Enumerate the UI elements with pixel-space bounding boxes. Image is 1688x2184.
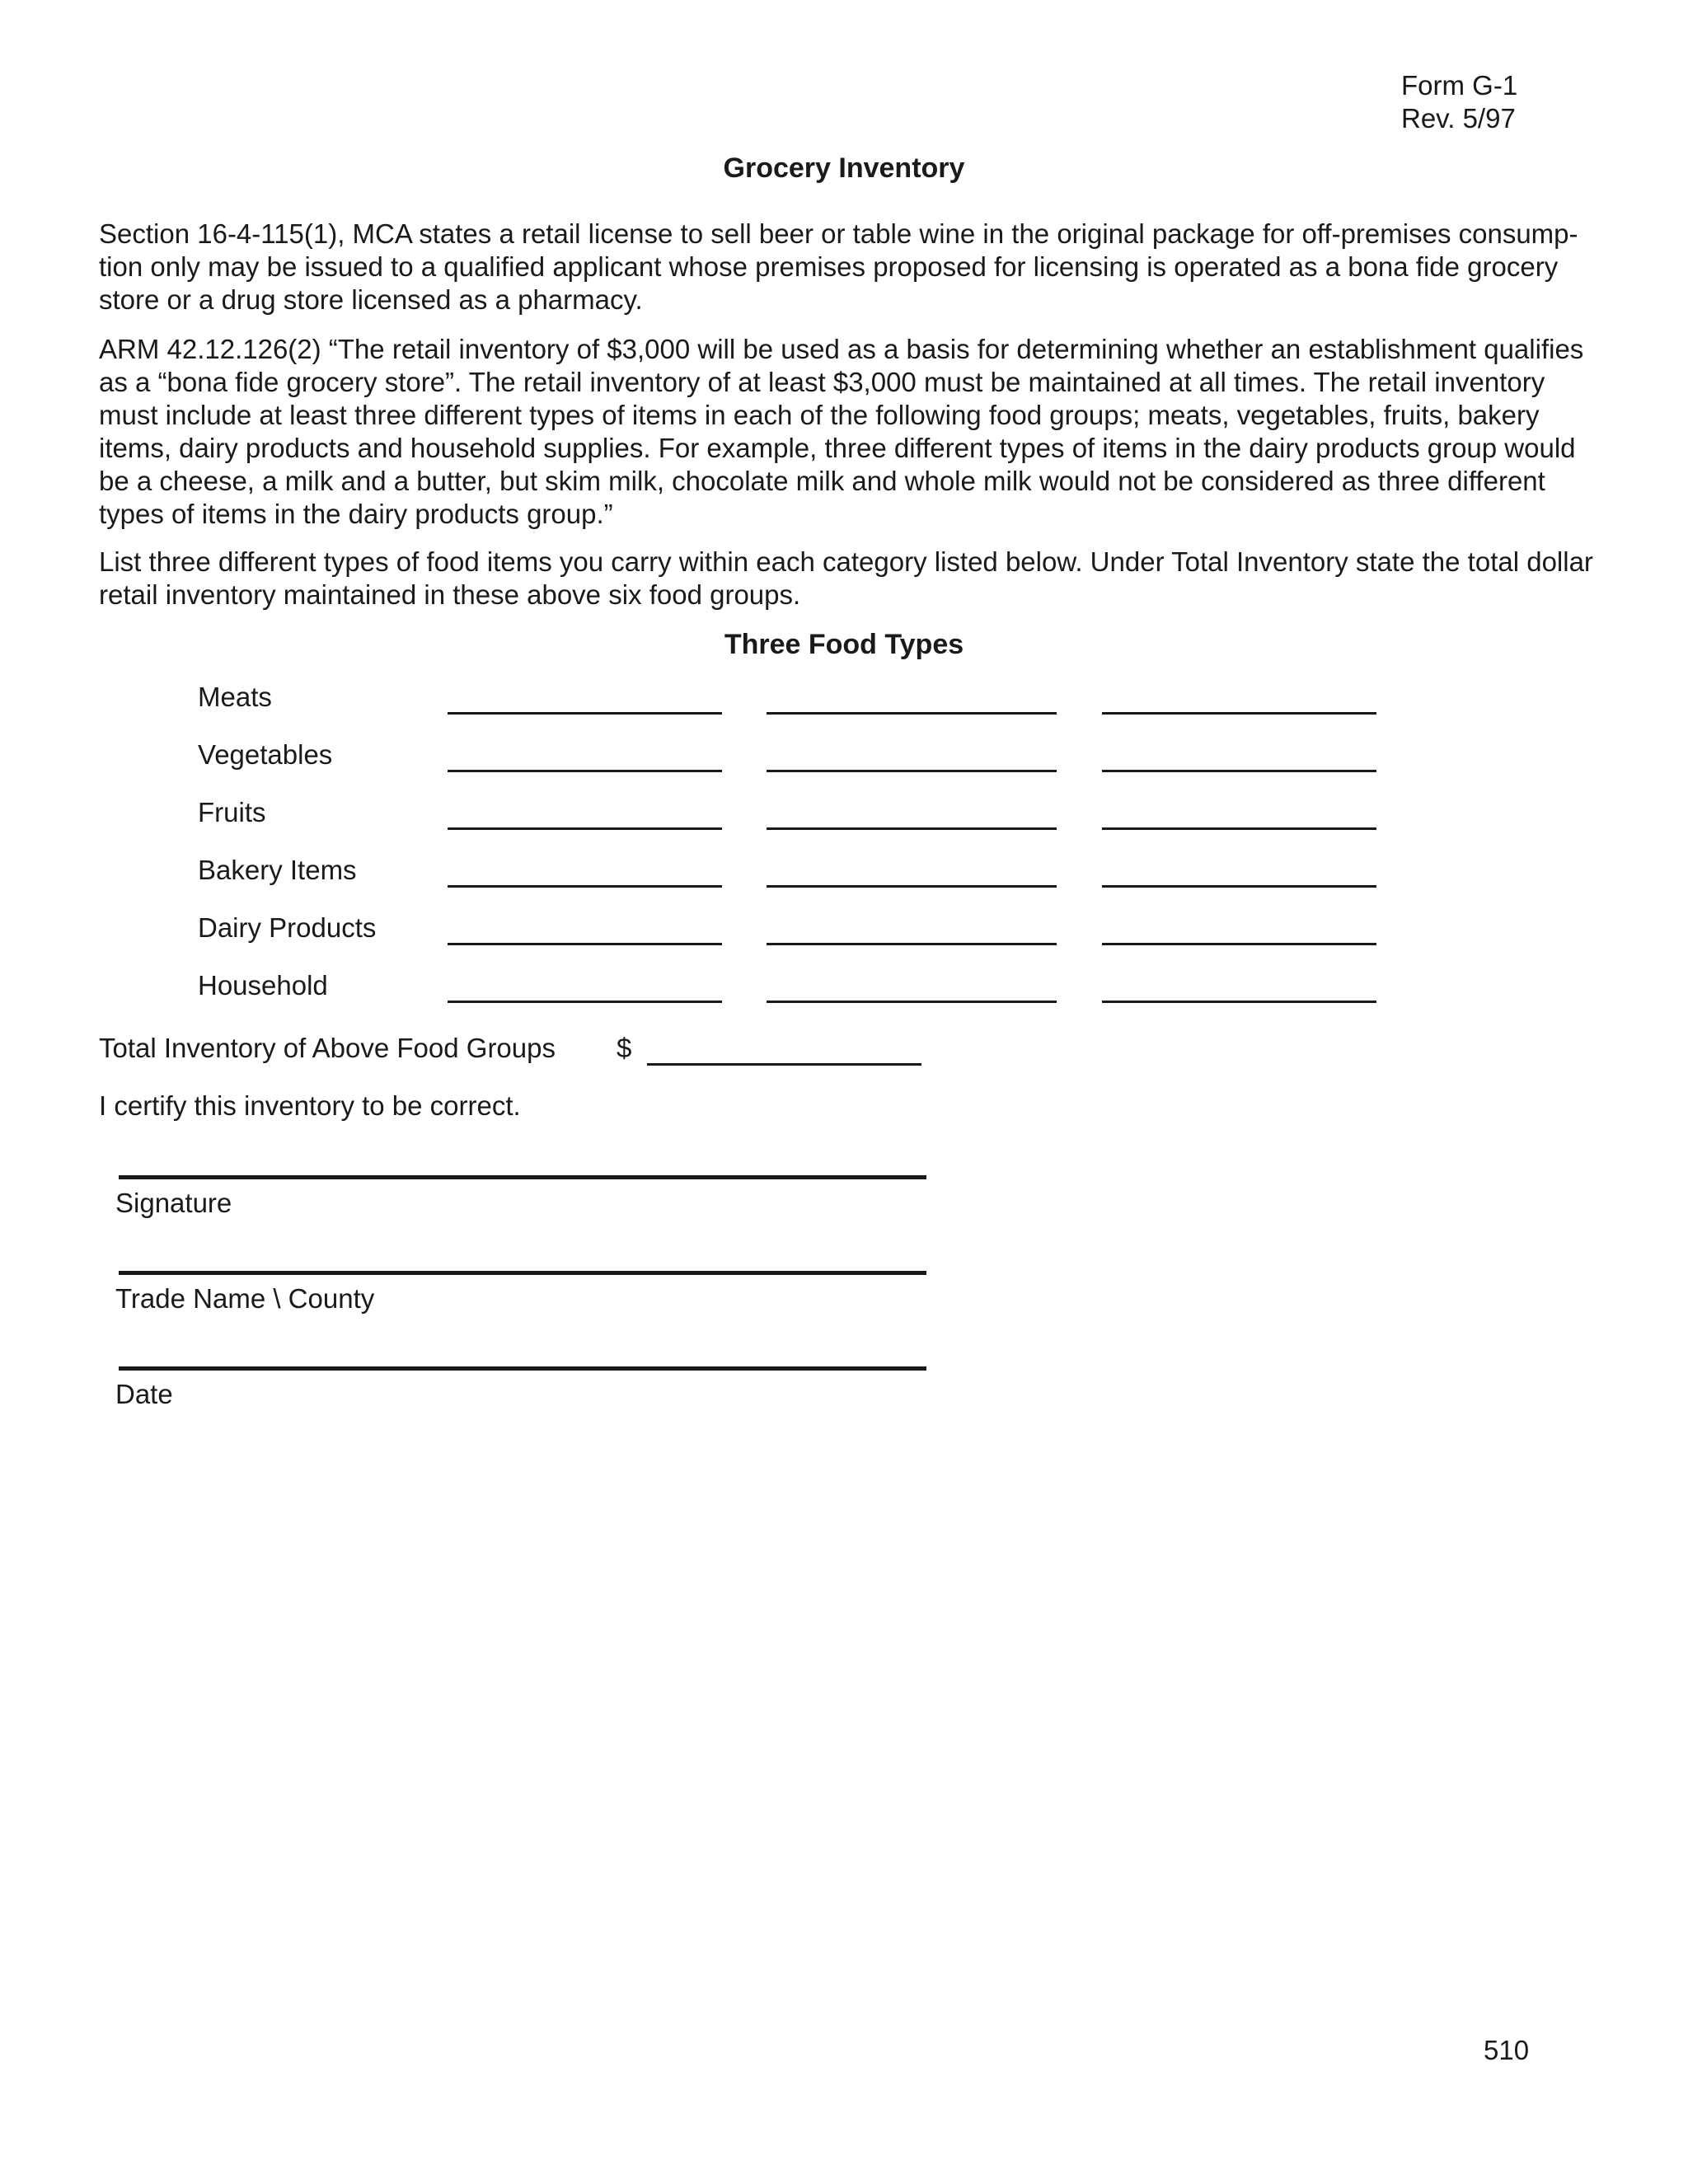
page-title: Grocery Inventory: [723, 152, 965, 184]
meats-item-1-field[interactable]: [448, 712, 722, 715]
vegetables-item-1-field[interactable]: [448, 770, 722, 772]
food-types-heading: Three Food Types: [724, 629, 964, 660]
dairy-item-3-field[interactable]: [1102, 943, 1376, 945]
arm-paragraph: ARM 42.12.126(2) “The retail inventory of $3,000 will be used as a basis for determining whether an establishment qualifies as a “bona fide grocery store”. The retail inventory of at least $3,000 must be maintained at all times. The retail inventory must include at least three different types of items in each of the following food groups; meats, vegetables, fruits, bakery items, dairy products and household supplies. For example, three different types of items in the dairy products group would be a cheese, a milk and a butter, but skim milk, chocolate milk and whole milk would not be considered as three different types of items in the dairy products group.”: [99, 334, 1584, 529]
section-paragraph: Section 16-4-115(1), MCA states a retail license to sell beer or table wine in the original package for off-premises consump-tion only may be issued to a qualified applicant whose premises proposed for licensing is operated as a bona fide grocery store or a drug store licensed as a pharmacy.: [99, 218, 1578, 315]
bakery-item-3-field[interactable]: [1102, 885, 1376, 888]
form-number: Form G-1: [1401, 70, 1518, 101]
page-number: 510: [1484, 2035, 1530, 2065]
household-item-1-field[interactable]: [448, 1001, 722, 1003]
date-field[interactable]: [119, 1366, 926, 1371]
instructions-paragraph: List three different types of food items you carry within each category listed below. Under Total Inventory state the total dollar retail inventory maintained in these above six food groups.: [99, 546, 1593, 610]
form-revision: Rev. 5/97: [1401, 103, 1516, 134]
meats-item-3-field[interactable]: [1102, 712, 1376, 715]
food-category-label: Household: [198, 970, 328, 1001]
food-category-label: Dairy Products: [198, 912, 377, 943]
meats-item-2-field[interactable]: [767, 712, 1057, 715]
certification-statement: I certify this inventory to be correct.: [99, 1090, 521, 1121]
food-category-label: Fruits: [198, 797, 266, 827]
household-item-3-field[interactable]: [1102, 1001, 1376, 1003]
trade-name-county-label: Trade Name \ County: [115, 1283, 375, 1314]
food-row-meats: [0, 681, 1688, 730]
total-inventory-label: Total Inventory of Above Food Groups: [99, 1033, 556, 1063]
trade-name-county-field[interactable]: [119, 1271, 926, 1275]
signature-label: Signature: [115, 1188, 232, 1218]
household-item-2-field[interactable]: [767, 1001, 1057, 1003]
food-row-dairy-products: [0, 912, 1688, 961]
fruits-item-1-field[interactable]: [448, 827, 722, 830]
food-category-label: Vegetables: [198, 739, 333, 770]
food-row-vegetables: [0, 738, 1688, 788]
food-row-bakery-items: [0, 854, 1688, 903]
food-category-label: Bakery Items: [198, 855, 357, 885]
food-row-fruits: [0, 796, 1688, 846]
dairy-item-2-field[interactable]: [767, 943, 1057, 945]
date-label: Date: [115, 1379, 173, 1409]
form-identifier: [1401, 69, 1517, 135]
food-category-label: Meats: [198, 682, 272, 712]
fruits-item-2-field[interactable]: [767, 827, 1057, 830]
dairy-item-1-field[interactable]: [448, 943, 722, 945]
signature-field[interactable]: [119, 1175, 926, 1179]
vegetables-item-3-field[interactable]: [1102, 770, 1376, 772]
bakery-item-1-field[interactable]: [448, 885, 722, 888]
food-row-household: [0, 969, 1688, 1019]
bakery-item-2-field[interactable]: [767, 885, 1057, 888]
vegetables-item-2-field[interactable]: [767, 770, 1057, 772]
fruits-item-3-field[interactable]: [1102, 827, 1376, 830]
total-inventory-field[interactable]: [647, 1063, 921, 1066]
dollar-sign: $: [617, 1033, 632, 1063]
